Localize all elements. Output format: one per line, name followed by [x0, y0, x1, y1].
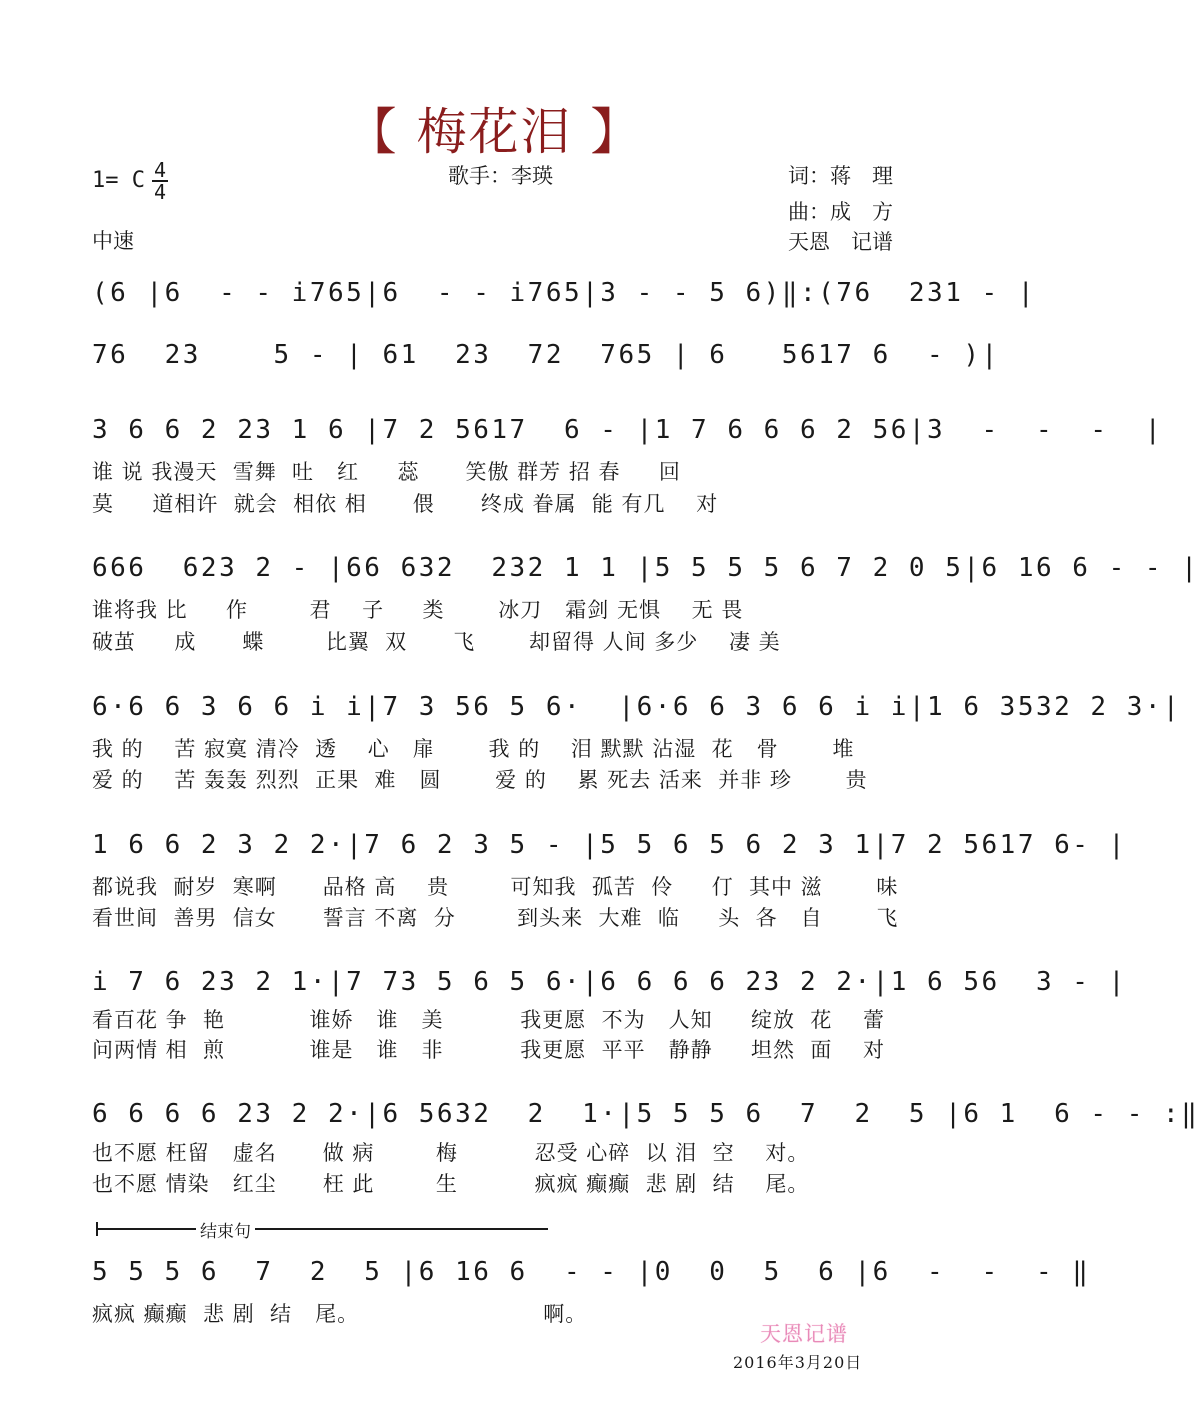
lyric-line-6a: 都说我 耐岁 寒啊 品格 高 贵 可知我 孤苦 伶 仃 其中 滋 味 — [92, 875, 899, 899]
lyric-line-5b: 爱 的 苦 轰轰 烈烈 正果 难 圆 爱 的 累 死去 活来 并非 珍 贵 — [92, 768, 868, 792]
notation-system-3: 3 6 6 2 23 1 6 |7 2 5617 6 - |1 7 6 6 6 2 56|3 - - - | — [92, 415, 1164, 445]
composer-credit: 曲：成 方 — [788, 200, 893, 224]
time-signature-top: 4 — [153, 158, 167, 182]
lyric-line-9a: 疯疯 癫癫 悲 剧 结 尾。 啊。 — [92, 1302, 588, 1326]
notation-system-2: 76 23 5 - | 61 23 72 765 | 6 5617 6 - )| — [92, 340, 1000, 370]
key-signature: 1= C — [92, 168, 145, 193]
lyricist-credit: 词：蒋 理 — [788, 164, 893, 188]
lyric-line-4b: 破茧 成 蝶 比翼 双 飞 却留得 人间 多少 凄 美 — [92, 630, 781, 654]
ending-section-label: 结束句 — [196, 1217, 255, 1242]
lyric-line-8b: 也不愿 情染 红尘 枉 此 生 疯疯 癫癫 悲 剧 结 尾。 — [92, 1172, 810, 1196]
notation-system-8: 6 6 6 6 23 2 2·|6 5632 2 1·|5 5 5 6 7 2 5 |6 1 6 - - :‖ — [92, 1099, 1199, 1129]
time-signature — [150, 160, 170, 202]
transcription-date: 2016年3月20日 — [733, 1353, 863, 1372]
lyric-line-7a: 看百花 争 艳 谁娇 谁 美 我更愿 不为 人知 绽放 花 蕾 — [92, 1008, 886, 1032]
lyric-line-3a: 谁 说 我漫天 雪舞 吐 红 蕊 笑傲 群芳 招 春 回 — [92, 460, 681, 484]
lyric-line-6b: 看世间 善男 信女 誓言 不离 分 到头来 大难 临 头 各 自 飞 — [92, 906, 899, 930]
lyric-line-4a: 谁将我 比 作 君 子 类 冰刀 霜剑 无惧 无 畏 — [92, 598, 744, 622]
lyric-line-3b: 莫 道相许 就会 相依 相 偎 终成 眷属 能 有几 对 — [92, 492, 719, 516]
notation-system-4: 666 623 2 - |66 632 232 1 1 |5 5 5 5 6 7 2 0 5|6 16 6 - - | — [92, 553, 1199, 583]
lyric-line-5a: 我 的 苦 寂寞 清冷 透 心 扉 我 的 泪 默默 沾湿 花 骨 堆 — [92, 737, 855, 761]
lyric-line-8a: 也不愿 枉留 虚名 做 病 梅 忍受 心碎 以 泪 空 对。 — [92, 1141, 810, 1165]
tempo-marking: 中速 — [92, 229, 134, 253]
singer-credit: 歌手：李瑛 — [448, 164, 553, 188]
time-signature-bottom: 4 — [153, 180, 167, 204]
lyric-line-7b: 问两情 相 煎 谁是 谁 非 我更愿 平平 静静 坦然 面 对 — [92, 1038, 886, 1062]
notation-system-9: 5 5 5 6 7 2 5 |6 16 6 - - |0 0 5 6 |6 - - - ‖ — [92, 1257, 1091, 1287]
notation-system-5: 6·6 6 3 6 6 i i|7 3 56 5 6· |6·6 6 3 6 6 i i|1 6 3532 2 3·| — [92, 692, 1182, 722]
ending-bracket-line — [96, 1228, 548, 1230]
transcriber-credit: 天恩 记谱 — [788, 230, 893, 254]
song-title: 【 梅花泪 】 — [346, 103, 643, 161]
notation-system-6: 1 6 6 2 3 2 2·|7 6 2 3 5 - |5 5 6 5 6 2 3 1|7 2 5617 6- | — [92, 830, 1127, 860]
notation-system-7: i 7 6 23 2 1·|7 73 5 6 5 6·|6 6 6 6 23 2 2·|1 6 56 3 - | — [92, 967, 1127, 997]
transcriber-stamp: 天恩记谱 — [760, 1322, 848, 1346]
notation-system-1: (6 |6 - - i765|6 - - i765|3 - - 5 6)‖:(76 231 - | — [92, 278, 1036, 308]
